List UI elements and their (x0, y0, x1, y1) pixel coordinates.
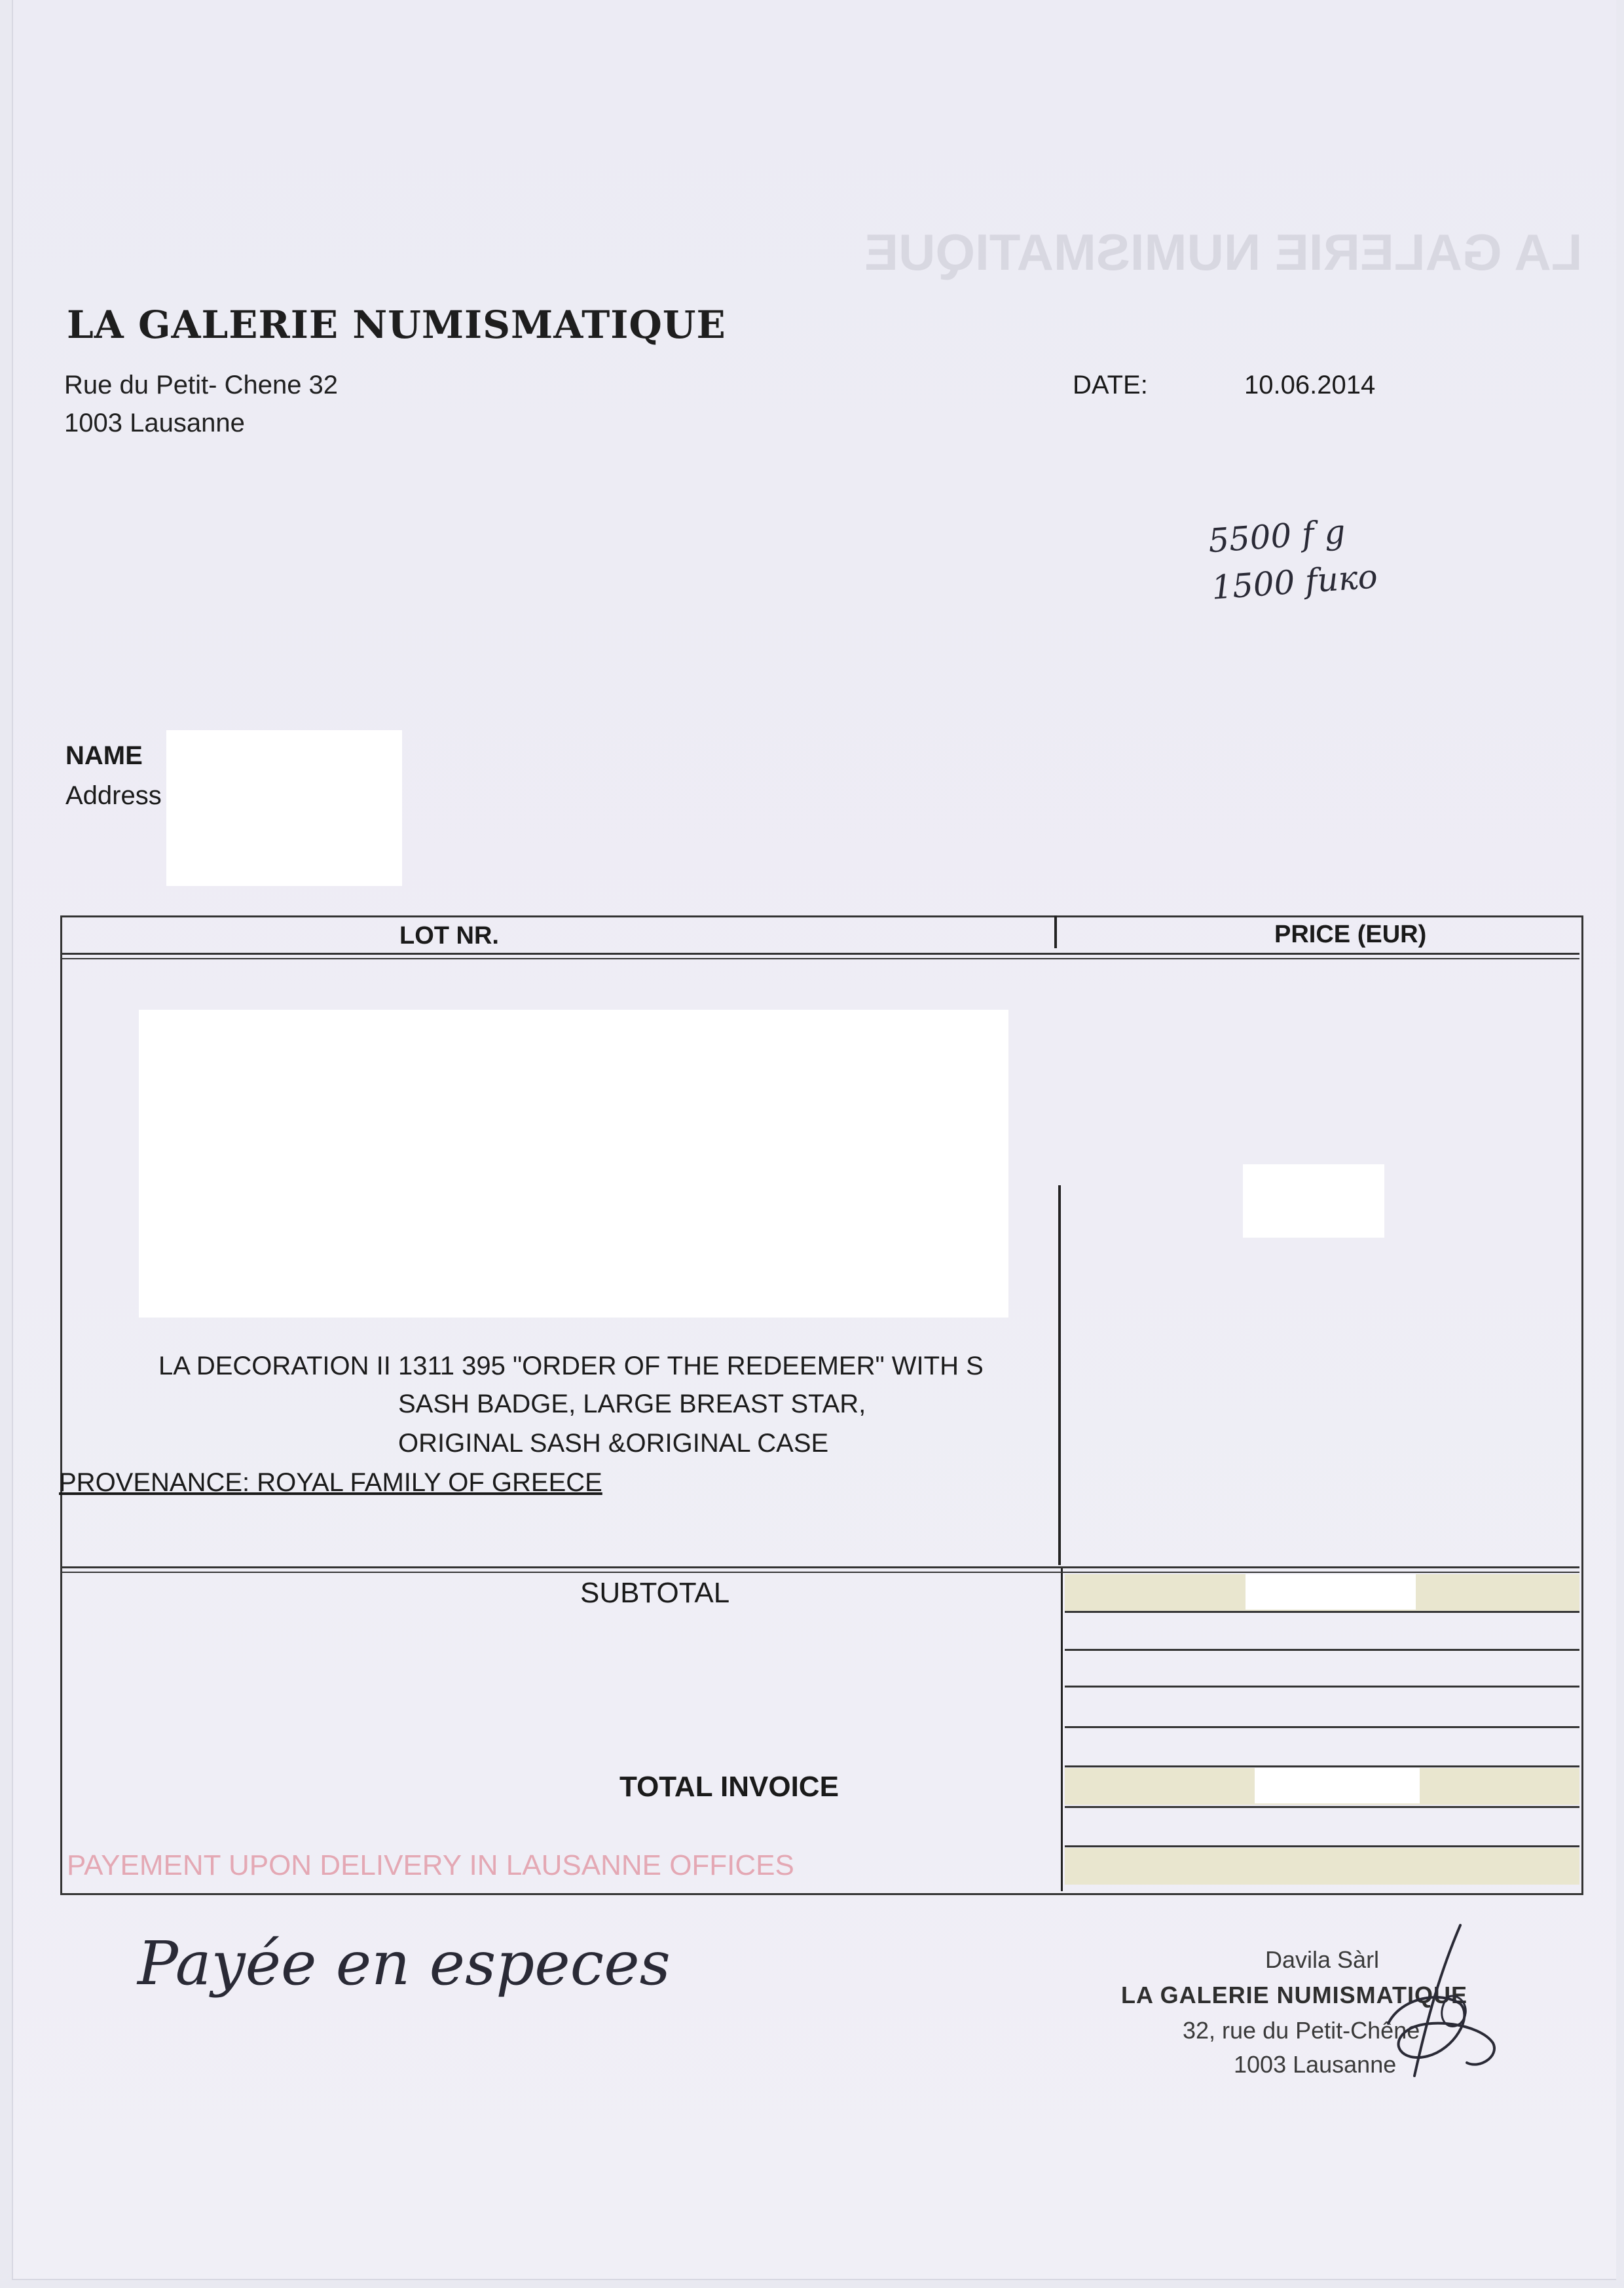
subtotal-label: SUBTOTAL (580, 1577, 730, 1609)
handwritten-note-1: 5500 f g (1207, 512, 1347, 561)
stamp-company: LA GALERIE NUMISMATIQUE (1121, 1982, 1467, 2008)
row-line-4 (1065, 1726, 1579, 1728)
lot-column-header: LOT NR. (399, 922, 499, 950)
redacted-total (1255, 1768, 1420, 1803)
payment-note: PAYEMENT UPON DELIVERY IN LAUSANNE OFFICES (67, 1849, 794, 1881)
table-header-divider (60, 953, 1579, 955)
bleed-through-title: LA GALERIE NUMISMATIQUE (864, 223, 1583, 281)
column-divider (1058, 1185, 1061, 1565)
stamp-line-4: 1003 Lausanne (1234, 2051, 1397, 2078)
company-street: Rue du Petit- Chene 32 (64, 371, 339, 399)
description-line-3: ORIGINAL SASH &ORIGINAL CASE (398, 1429, 829, 1458)
date-value: 10.06.2014 (1244, 371, 1376, 399)
stamp-line-1: Davila Sàrl (1265, 1946, 1380, 1973)
row-line-7 (1065, 1845, 1579, 1847)
extra-shaded-cell (1065, 1848, 1579, 1885)
row-line-3 (1065, 1686, 1579, 1688)
invoice-page (12, 0, 1616, 2280)
row-line-2 (1065, 1649, 1579, 1651)
description-line-1: LA DECORATION II 1311 395 "ORDER OF THE REDEEMER" WITH S (158, 1352, 984, 1380)
date-label: DATE: (1073, 371, 1148, 399)
signature-icon (1362, 1919, 1519, 2089)
handwritten-note-2: 1500 fuко (1210, 557, 1379, 607)
address-label: Address (65, 781, 162, 810)
price-column-header: PRICE (EUR) (1274, 921, 1427, 948)
redacted-recipient (166, 730, 402, 886)
redacted-price (1243, 1164, 1384, 1238)
row-line-6 (1065, 1806, 1579, 1808)
name-label: NAME (65, 741, 143, 770)
row-line-1 (1065, 1611, 1579, 1613)
company-name: LA GALERIE NUMISMATIQUE (67, 303, 726, 347)
row-line-5 (1065, 1765, 1579, 1767)
column-divider-header (1054, 915, 1057, 948)
subtotal-divider (60, 1566, 1579, 1568)
stamp-line-3: 32, rue du Petit-Chêne (1183, 2017, 1420, 2044)
total-invoice-label: TOTAL INVOICE (619, 1771, 839, 1803)
handwritten-paid-note: Payée en especes (138, 1928, 671, 1999)
subtotal-divider-2 (60, 1572, 1579, 1573)
column-divider-lower (1061, 1566, 1063, 1891)
redacted-lot-details (139, 1010, 1008, 1318)
company-city: 1003 Lausanne (64, 409, 245, 437)
description-line-2: SASH BADGE, LARGE BREAST STAR, (398, 1390, 866, 1418)
table-header-divider-2 (60, 958, 1579, 959)
provenance: PROVENANCE: ROYAL FAMILY OF GREECE (59, 1468, 602, 1497)
redacted-subtotal (1246, 1574, 1416, 1610)
